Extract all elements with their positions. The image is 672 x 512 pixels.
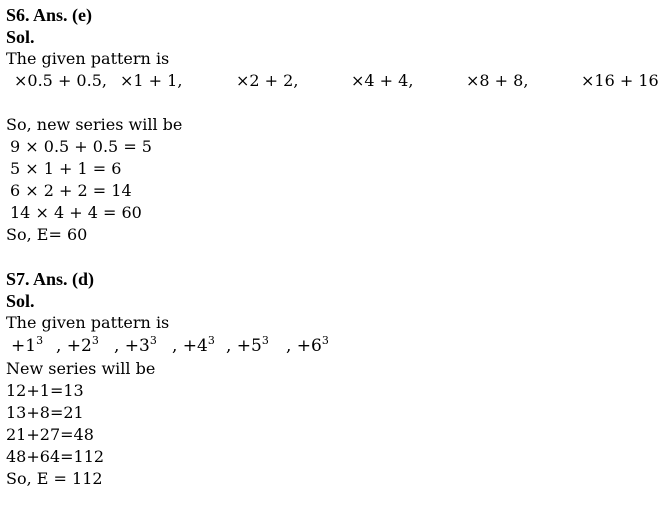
s7-term-exponent: 3 xyxy=(207,334,215,347)
s7-term-exponent: 3 xyxy=(261,334,269,347)
s7-step: 21+27=48 xyxy=(6,425,94,444)
solution-document xyxy=(6,4,666,490)
spacer xyxy=(6,92,666,114)
s7-term-base: , +6 xyxy=(286,336,322,356)
spacer xyxy=(6,246,666,268)
s6-pattern-intro: The given pattern is xyxy=(6,49,170,68)
s6-pattern-term: ×2 + 2, xyxy=(236,71,299,90)
s6-conclusion: So, E= 60 xyxy=(6,225,88,244)
s7-answer-heading: S7. Ans. (d) xyxy=(6,269,95,289)
s7-step: 13+8=21 xyxy=(6,403,84,422)
s7-pattern-intro: The given pattern is xyxy=(6,313,170,332)
s7-term-base: , +4 xyxy=(172,336,208,356)
s6-sol-label: Sol. xyxy=(6,27,35,47)
s7-step: 48+64=112 xyxy=(6,447,105,466)
s7-pattern-term xyxy=(286,334,329,358)
s7-term-exponent: 3 xyxy=(91,334,99,347)
s7-pattern-term xyxy=(114,334,157,358)
s6-step: 5 × 1 + 1 = 6 xyxy=(10,159,122,178)
s7-pattern-term xyxy=(172,334,215,358)
s6-pattern-term: ×8 + 8, xyxy=(466,71,529,90)
s7-pattern-row xyxy=(6,334,666,358)
s7-pattern-term xyxy=(11,334,43,358)
s7-term-base: , +2 xyxy=(56,336,92,356)
s6-step: 6 × 2 + 2 = 14 xyxy=(10,181,132,200)
s7-step: 12+1=13 xyxy=(6,381,84,400)
s7-new-series-intro: New series will be xyxy=(6,359,156,378)
s7-term-base: , +3 xyxy=(114,336,150,356)
s7-term-exponent: 3 xyxy=(321,334,329,347)
s6-pattern-term: ×16 + 16 xyxy=(581,71,659,90)
s7-pattern-term xyxy=(56,334,99,358)
s7-sol-label: Sol. xyxy=(6,291,35,311)
s6-pattern-term: ×1 + 1, xyxy=(120,71,183,90)
s6-pattern-term: ×4 + 4, xyxy=(351,71,414,90)
s6-pattern-term: ×0.5 + 0.5, xyxy=(14,71,107,90)
s7-term-base: +1 xyxy=(11,336,37,356)
s7-term-exponent: 3 xyxy=(36,334,44,347)
s7-pattern-term xyxy=(226,334,269,358)
s7-conclusion: So, E = 112 xyxy=(6,469,103,488)
s7-term-base: , +5 xyxy=(226,336,262,356)
s6-pattern-row xyxy=(6,70,666,92)
s6-step: 14 × 4 + 4 = 60 xyxy=(10,203,142,222)
s7-term-exponent: 3 xyxy=(149,334,157,347)
s6-new-series-intro: So, new series will be xyxy=(6,115,183,134)
s6-answer-heading: S6. Ans. (e) xyxy=(6,5,93,25)
s6-step: 9 × 0.5 + 0.5 = 5 xyxy=(10,137,152,156)
